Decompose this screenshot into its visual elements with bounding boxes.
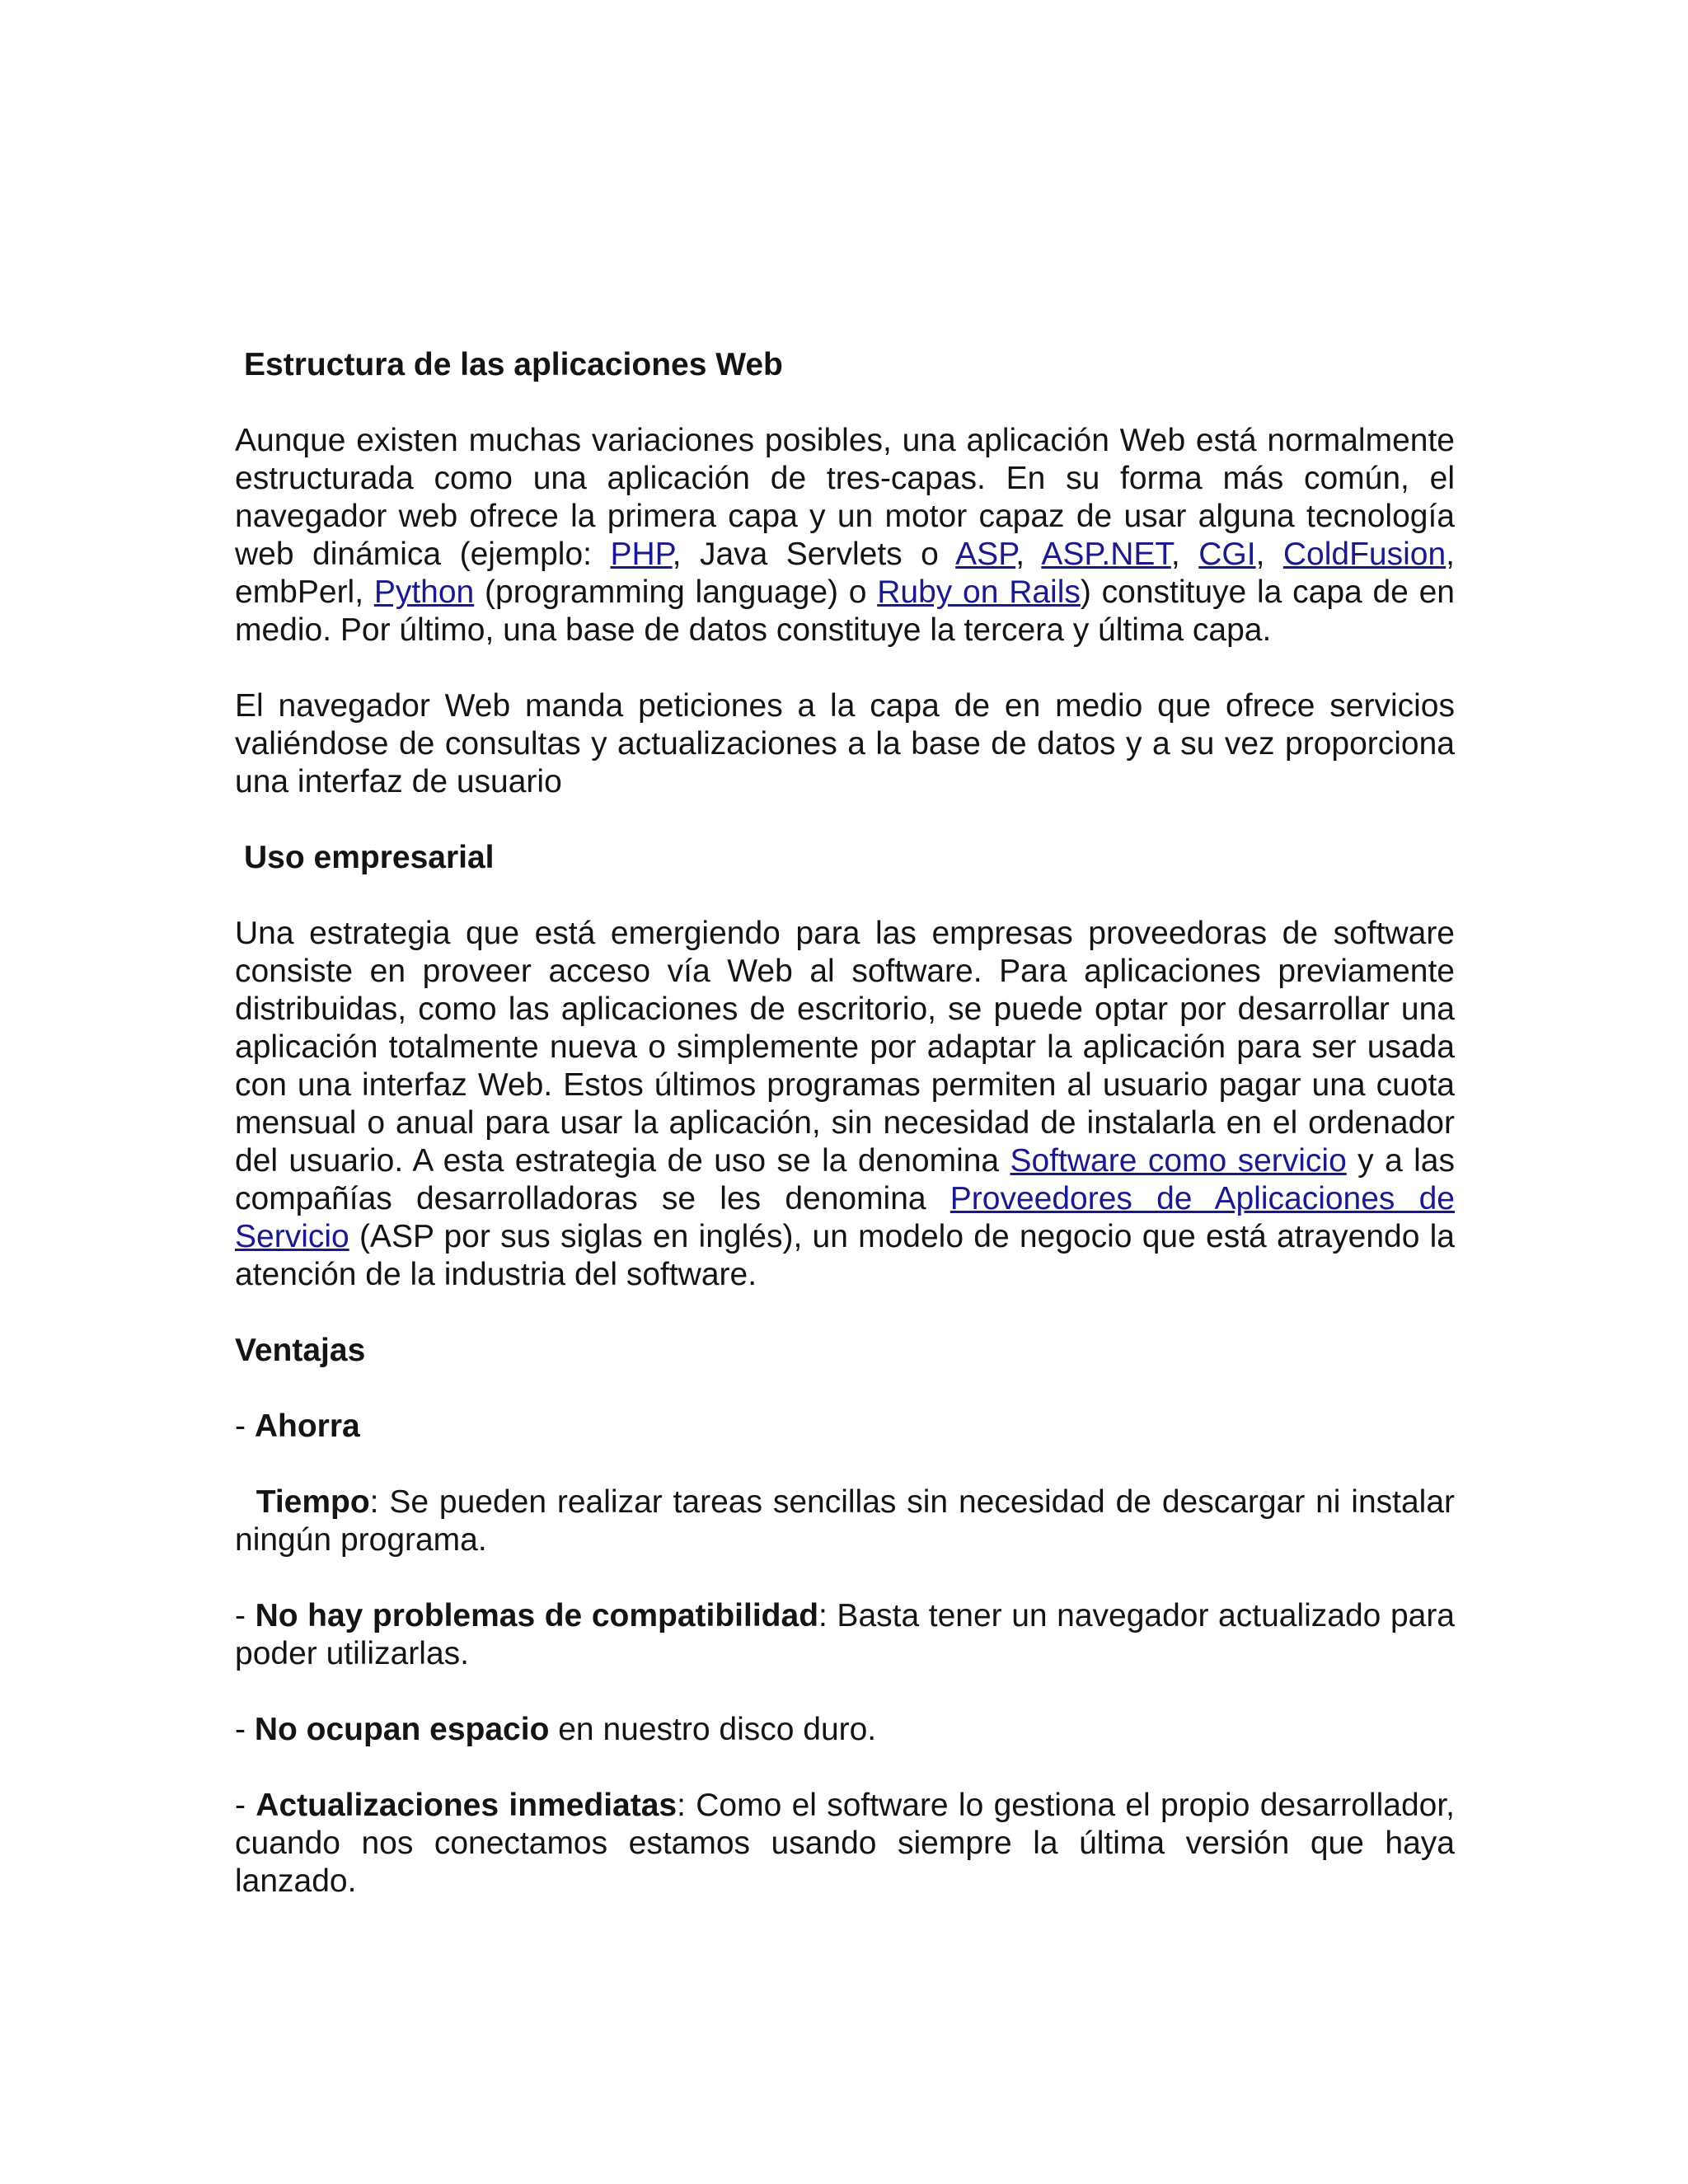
text-span: , (1170, 537, 1199, 572)
link-software-como-servicio[interactable]: Software como servicio (1010, 1143, 1347, 1179)
link-python[interactable]: Python (373, 574, 475, 610)
heading-ventajas: Ventajas (235, 1333, 366, 1368)
text-span: (ASP por sus siglas en inglés), un modelo de negocio que está atrayendo la atención de la industria del software. (235, 1219, 1455, 1292)
text-span: (programming language) o (474, 574, 878, 610)
heading-estructura: Estructura de las aplicaciones Web (244, 347, 783, 382)
link-coldfusion[interactable]: ColdFusion (1282, 537, 1447, 572)
link-ruby-on-rails[interactable]: Ruby on Rails (877, 574, 1081, 610)
heading-uso-empresarial: Uso empresarial (244, 840, 495, 875)
bullet-dash: - (235, 1712, 255, 1747)
text-span: ) constituye la capa de en medio. Por último, una base de datos constituye la tercera y última capa. (235, 574, 1455, 648)
link-asp[interactable]: ASP (955, 537, 1016, 572)
paragraph-estructura (235, 422, 1455, 649)
item-actualizaciones-label: Actualizaciones inmediatas (256, 1788, 678, 1823)
item-tiempo (235, 1483, 1455, 1559)
text-span: Una estrategia que está emergiendo para las empresas proveedoras de software consiste en proveer acceso vía Web al software. Para aplicaciones previamente distribuidas, como las aplicaciones de escritorio, se puede optar por desarrollar una aplicación totalmente nueva o simplemente por adaptar la aplicación para ser usada con una interfaz Web. Estos últimos programas permiten al usuario pagar una cuota mensual o anual para usar la aplicación, sin necesidad de instalarla en el ordenador del usuario. A esta estrategia de uso se la denomina (235, 916, 1455, 1179)
item-espacio (235, 1711, 1455, 1749)
bullet-dash: - (235, 1408, 255, 1444)
text-span: , Java Servlets o (672, 537, 956, 572)
text-span: y a las compañías desarrolladoras se les denomina (235, 1143, 1456, 1216)
text-span: , (1015, 537, 1042, 572)
bullet-dash: - (235, 1788, 256, 1823)
text-span: Aunque existen muchas variaciones posibles, una aplicación Web está normalmente estructurada como una aplicación de tres-capas. En su forma más común, el navegador web ofrece la primera capa y un motor capaz de usar alguna tecnología web dinámica (ejemplo: (235, 423, 1455, 572)
text-span: , (1255, 537, 1283, 572)
link-php[interactable]: PHP (610, 537, 673, 572)
bullet-dash: - (235, 1598, 256, 1633)
item-compatibilidad-label: No hay problemas de compatibilidad (255, 1598, 819, 1633)
paragraph-uso-empresarial (235, 915, 1455, 1294)
document-page (235, 346, 1455, 1938)
item-ahorra-label: Ahorra (254, 1408, 360, 1444)
item-actualizaciones-text: : Como el software lo gestiona el propio desarrollador, cuando nos conectamos estamos usando siempre la última versión que haya lanzado. (235, 1788, 1455, 1899)
link-aspnet[interactable]: ASP.NET (1041, 537, 1171, 572)
item-espacio-text: en nuestro disco duro. (549, 1712, 877, 1747)
link-proveedores-aplicaciones[interactable]: Proveedores de Aplicaciones de Servicio (235, 1181, 1455, 1254)
item-compatibilidad (235, 1597, 1455, 1673)
text-span: , embPerl, (235, 537, 1456, 610)
item-tiempo-text: : Se pueden realizar tareas sencillas sin necesidad de descargar ni instalar ningún programa. (235, 1484, 1456, 1558)
item-espacio-label: No ocupan espacio (254, 1712, 550, 1747)
paragraph-navegador: El navegador Web manda peticiones a la capa de en medio que ofrece servicios valiéndose de consultas y actualizaciones a la base de datos y a su vez proporciona una interfaz de usuario (235, 688, 1455, 799)
item-tiempo-label: Tiempo (256, 1484, 370, 1520)
link-cgi[interactable]: CGI (1198, 537, 1256, 572)
item-compatibilidad-text: : Basta tener un navegador actualizado para poder utilizarlas. (235, 1598, 1455, 1671)
item-actualizaciones (235, 1787, 1455, 1900)
item-ahorra (235, 1408, 1455, 1446)
